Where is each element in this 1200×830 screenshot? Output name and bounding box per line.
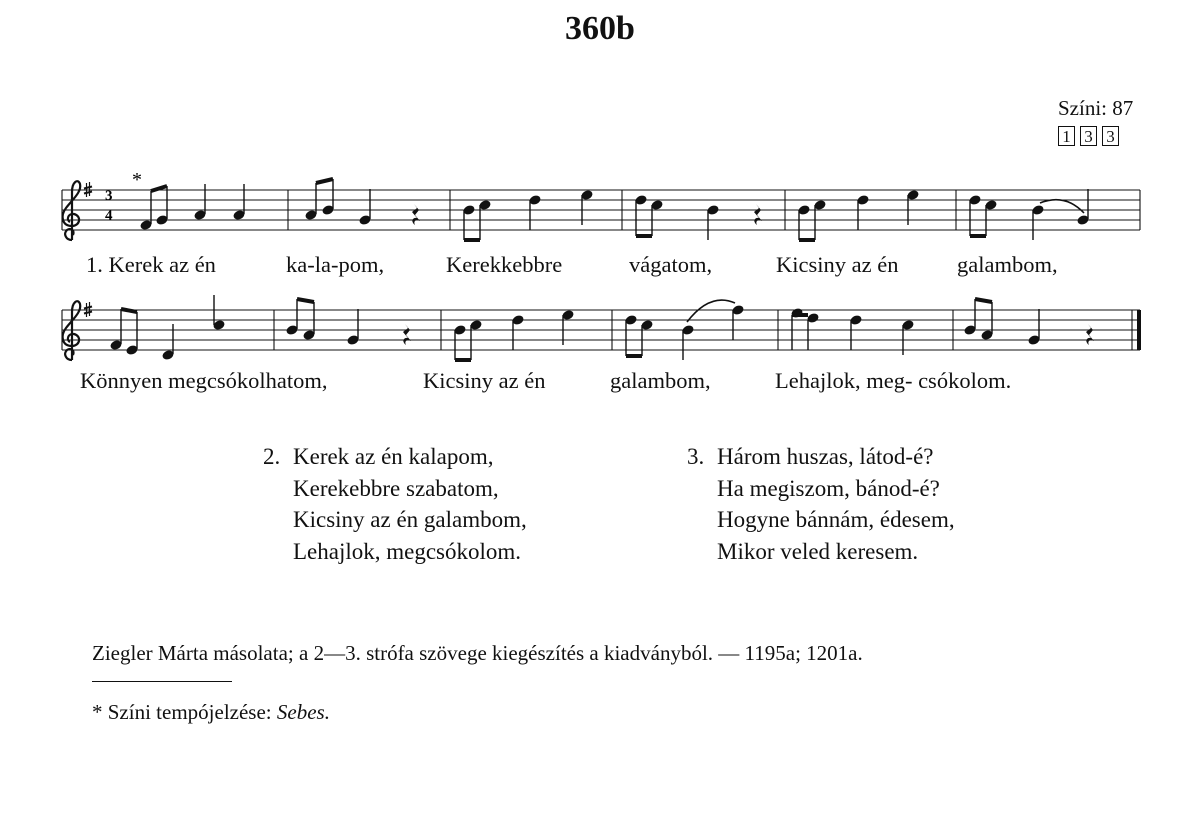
footnote-tempo: Sebes. [276, 700, 330, 724]
source-reference: Színi: 87 [1058, 96, 1134, 120]
stanza-line: Kicsiny az én galambom, [293, 507, 527, 532]
stanza-line: Kerek az én kalapom, [293, 444, 494, 469]
stanza-line: Ha megiszom, bánod-é? [717, 475, 940, 501]
stanza-line: Mikor veled keresem. [717, 538, 919, 564]
stanza-number: 3. [687, 444, 705, 469]
tempo-asterisk: * [132, 169, 142, 191]
footnote-divider [92, 681, 232, 682]
stanza-3 [687, 441, 955, 567]
lyric-syllable: galambom, [957, 252, 1058, 277]
lyric-syllable: vágatom, [629, 252, 713, 277]
lyric-syllable: Kicsiny az én [776, 252, 899, 277]
stanza-2 [263, 441, 527, 567]
lyric-syllable: 1. Kerek az én [86, 252, 216, 277]
source-box: 3 [1102, 126, 1119, 146]
stanza-line: Hogyne bánnám, édesem, [717, 507, 955, 532]
footnote [92, 700, 330, 725]
lyric-syllable: galambom, [610, 368, 711, 393]
song-number-title: 360b [565, 10, 635, 47]
source-box: 1 [1058, 126, 1075, 146]
staff-system-2 [62, 295, 1140, 361]
staff-system-1 [62, 169, 1140, 240]
lyric-syllable: Kerekkebbre [446, 252, 563, 277]
stanza-line: Lehajlok, megcsókolom. [293, 538, 522, 564]
source-note: Ziegler Márta másolata; a 2—3. strófa szövege kiegészítés a kiadványból. — 1195a; 1201a. [92, 641, 863, 665]
lyric-syllable: ka-la-pom, [286, 252, 385, 277]
time-signature-bottom: 4 [105, 208, 113, 224]
source-box: 3 [1080, 126, 1097, 146]
stanza-number: 2. [263, 444, 281, 469]
lyric-syllable: Lehajlok, meg- csókolom. [775, 368, 1012, 393]
lyric-syllable: Könnyen megcsókolhatom, [80, 368, 328, 393]
stanza-line: Kerekebbre szabatom, [293, 475, 499, 501]
time-signature-top: 3 [105, 188, 113, 204]
footnote-prefix: * Színi tempójelzése: [92, 700, 277, 724]
stanza-line: Három huszas, látod-é? [717, 444, 934, 469]
lyric-syllable: Kicsiny az én [423, 368, 546, 393]
